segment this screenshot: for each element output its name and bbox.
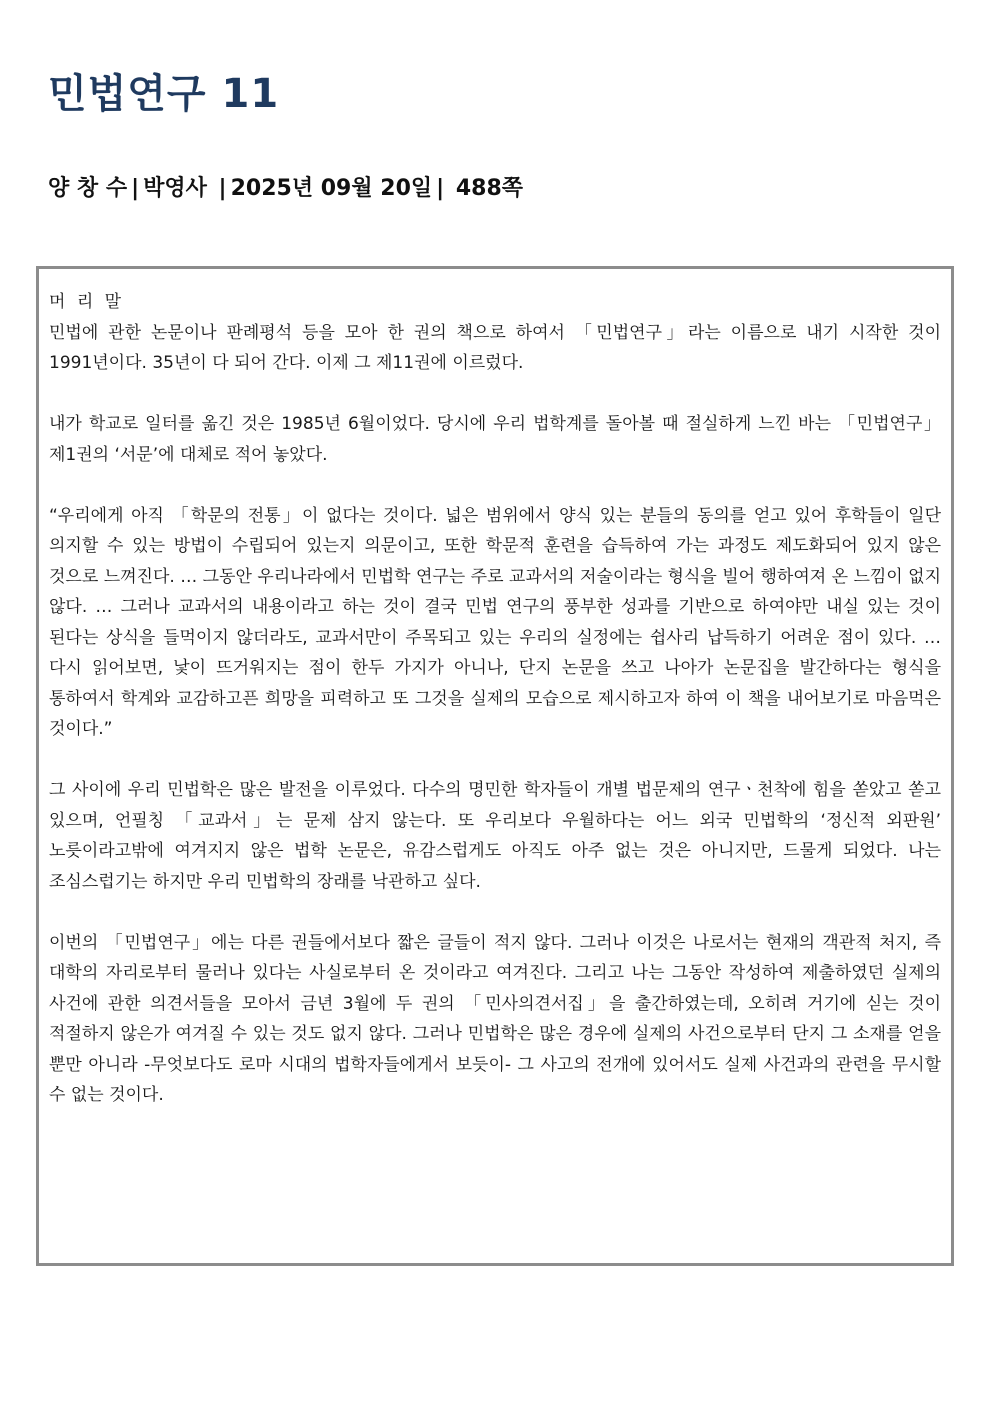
page-count: 488쪽	[455, 176, 524, 201]
publisher: 박영사	[143, 176, 207, 201]
preface-paragraph: 그 사이에 우리 민법학은 많은 발전을 이루었다. 다수의 명민한 학자들이 개별 법문제의 연구ㆍ천착에 힘을 쏟았고 쏟고 있으며, 언필칭 「교과서」는 문제 삼지 않는다. 또 우리보다 우월하다는 어느 외국 민법학의 ‘정신적 외판원’ 노릇이라고밖에 여겨지지 않은 법학 논문은, 유감스럽게도 아직도 아주 없는 것은 아니지만, 드물게 되었다. 나는 조심스럽기는 하지만 우리 민법학의 장래를 낙관하고 싶다.	[49, 780, 941, 892]
book-title: 민법연구 11	[48, 71, 280, 117]
separator: |	[210, 176, 227, 201]
book-meta-line	[48, 173, 523, 205]
separator: |	[436, 176, 452, 201]
separator: |	[131, 176, 140, 201]
preface-box	[36, 266, 954, 1266]
preface-paragraph: “우리에게 아직 「학문의 전통」이 없다는 것이다. 넓은 범위에서 양식 있는 분들의 동의를 얻고 있어 후학들이 일단 의지할 수 있는 방법이 수립되어 있는지 의문이고, 또한 학문적 훈련을 습득하여 가는 과정도 제도화되어 있지 않은 것으로 느껴진다. … 그동안 우리나라에서 민법학 연구는 주로 교과서의 저술이라는 형식을 빌어 행하여져 온 느낌이 없지 않다. … 그러나 교과서의 내용이라고 하는 것이 결국 민법 연구의 풍부한 성과를 기반으로 하여야만 내실 있는 것이 된다는 상식을 들먹이지 않더라도, 교과서만이 주목되고 있는 우리의 실정에는 쉽사리 납득하기 어려운 점이 있다. … 다시 읽어보면, 낯이 뜨거워지는 점이 한두 가지가 아니나, 단지 논문을 쓰고 나아가 논문집을 발간하다는 형식을 통하여서 학계와 교감하고픈 희망을 피력하고 또 그것을 실제의 모습으로 제시하고자 하여 이 책을 내어보기로 마음먹은 것이다.”	[49, 505, 941, 739]
publish-date: 2025년 09월 20일	[230, 176, 433, 201]
preface-paragraph: 내가 학교로 일터를 옮긴 것은 1985년 6월이었다. 당시에 우리 법학계를 돌아볼 때 절실하게 느낀 바는 「민법연구」 제1권의 ‘서문’에 대체로 적어 놓았다.	[49, 414, 941, 465]
preface-paragraph: 이번의 「민법연구」에는 다른 권들에서보다 짧은 글들이 적지 않다. 그러나 이것은 나로서는 현재의 객관적 처지, 즉 대학의 자리로부터 물러나 있다는 사실로부터 온 것이라고 여겨진다. 그리고 나는 그동안 작성하여 제출하였던 실제의 사건에 관한 의견서들을 모아서 금년 3월에 두 권의 「민사의견서집」을 출간하였는데, 오히려 거기에 싣는 것이 적절하지 않은가 여겨질 수 있는 것도 없지 않다. 그러나 민법학은 많은 경우에 실제의 사건으로부터 단지 그 소재를 얻을 뿐만 아니라 -무엇보다도 로마 시대의 법학자들에게서 보듯이- 그 사고의 전개에 있어서도 실제 사건과의 관련을 무시할 수 없는 것이다.	[49, 932, 941, 1105]
preface-paragraph: 민법에 관한 논문이나 판례평석 등을 모아 한 권의 책으로 하여서 「민법연구」라는 이름으로 내기 시작한 것이 1991년이다. 35년이 다 되어 간다. 이제 그 제11권에 이르렀다.	[49, 322, 941, 373]
author: 양 창 수	[48, 176, 128, 201]
preface-heading: 머 리 말	[49, 292, 125, 312]
